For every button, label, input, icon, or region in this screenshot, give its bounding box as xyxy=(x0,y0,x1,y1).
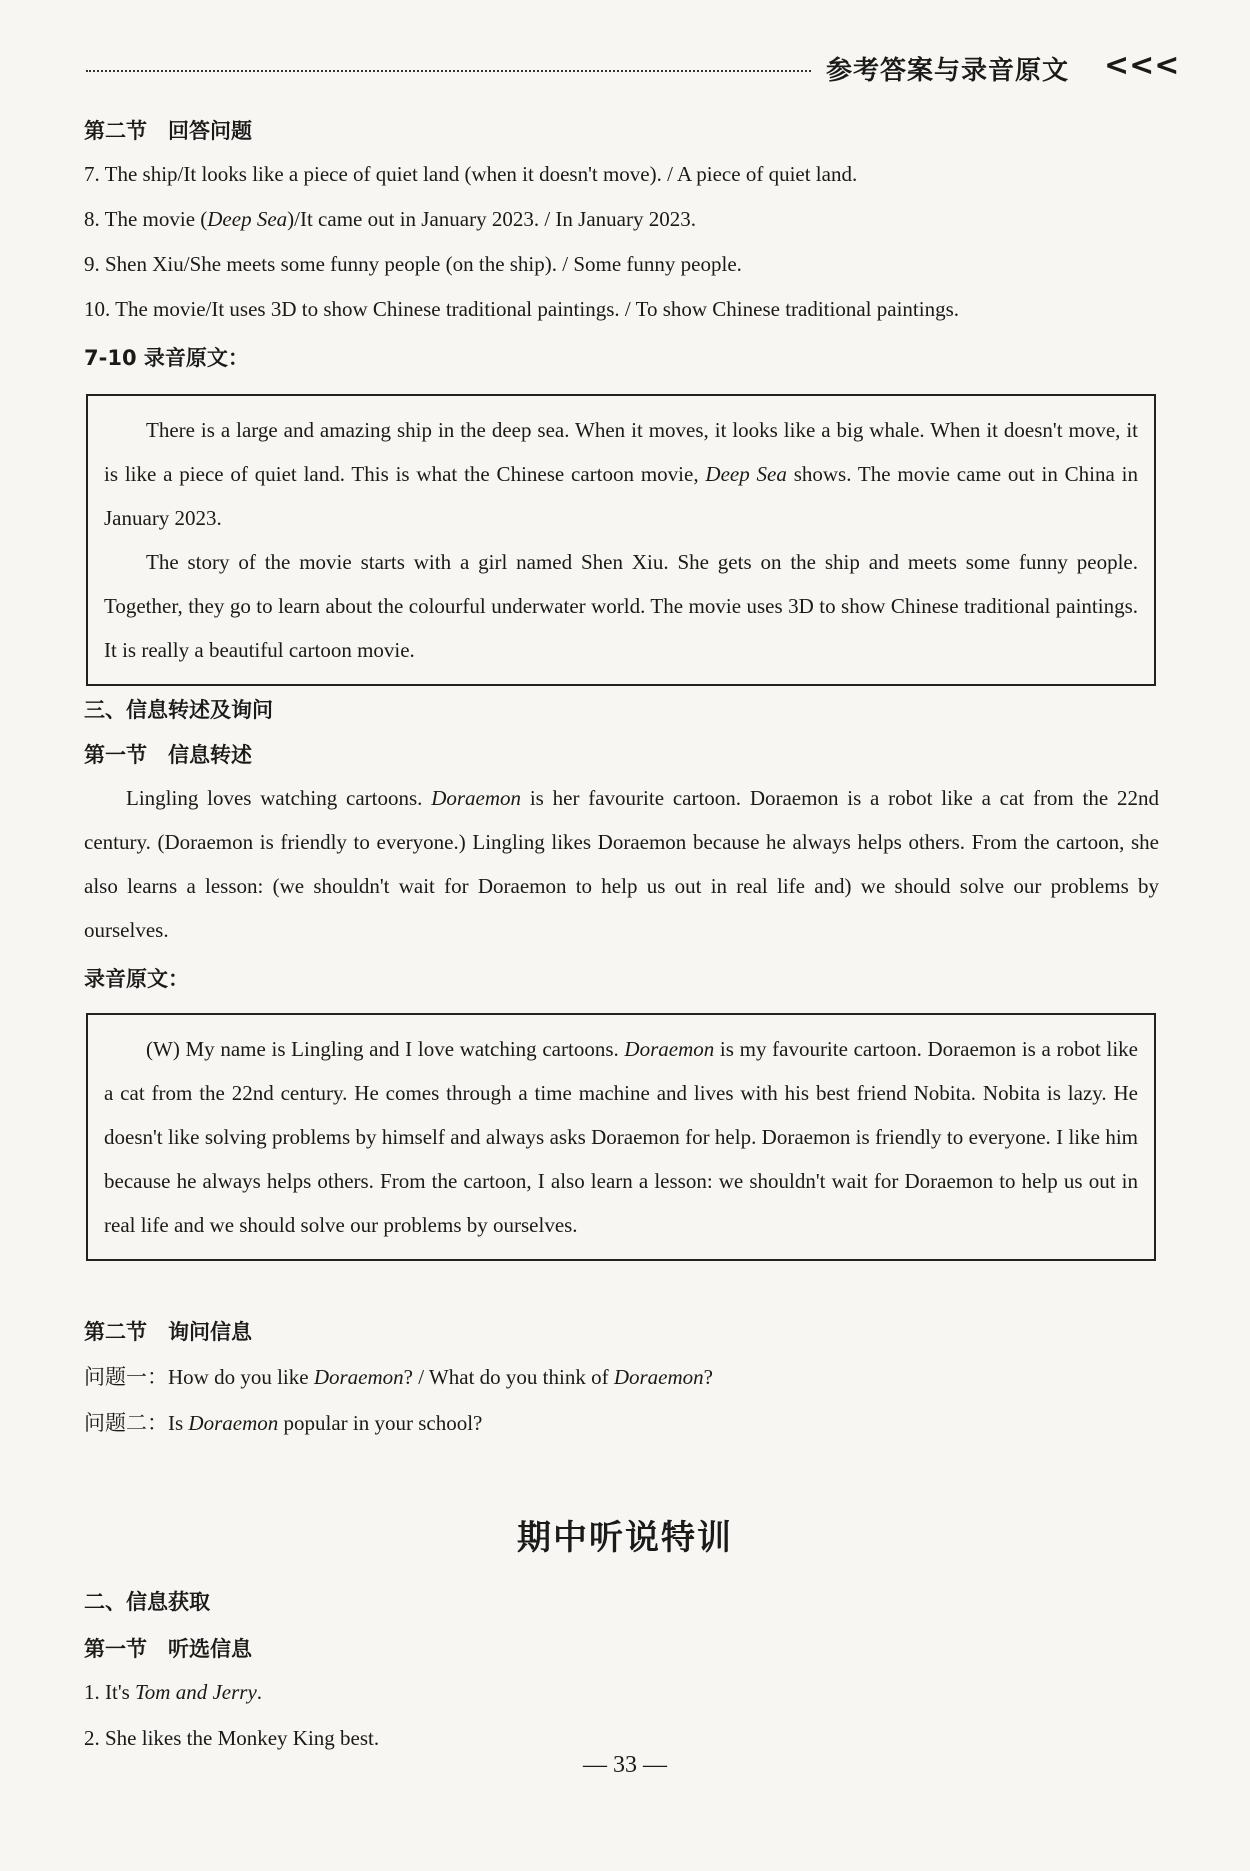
question-1-text-b: ? / What do you think of xyxy=(403,1365,614,1389)
midterm-answer-1-post: . xyxy=(256,1680,263,1704)
part-two-heading: 二、信息获取 xyxy=(84,1590,210,1614)
question-2 xyxy=(84,1407,482,1437)
transcript-p1-title: Deep Sea xyxy=(705,462,787,486)
answer-8 xyxy=(84,207,696,232)
transcript-label-7-10: 7-10 录音原文： xyxy=(84,346,249,370)
section-heading-listen-choose: 第一节 听选信息 xyxy=(84,1637,252,1661)
retell-paragraph xyxy=(84,776,1159,952)
midterm-answer-1-pre: 1. It's xyxy=(84,1680,136,1704)
retell-title: Doraemon xyxy=(431,786,522,810)
answer-8-post: )/It came out in January 2023. / In January 2023. xyxy=(287,207,696,231)
question-1-text-a: How do you like xyxy=(168,1365,314,1389)
transcript-p1-text-a: There is a large and amazing ship in the deep sea. When it moves, it looks like a big whale. When it doesn't move, it is like a piece of quiet land. This is what the Chinese cartoon movie, xyxy=(104,418,1138,486)
midterm-answer-1 xyxy=(84,1680,262,1705)
header-dotted-rule xyxy=(86,70,811,72)
midterm-title: 期中听说特训 xyxy=(517,1518,733,1558)
retell-text-b: is her favourite cartoon. Doraemon is a robot like a cat from the 22nd century. (Doraemon is friendly to everyone.) Lingling likes Doraemon because he always helps others. From the cartoon, she also learns a lesson: (we shouldn't wait for Doraemon to help us out in real life and) we should solve our problems by ourselves. xyxy=(84,786,1160,942)
question-1-title-1: Doraemon xyxy=(313,1365,404,1389)
page-header xyxy=(86,48,1180,90)
header-title: 参考答案与录音原文 xyxy=(826,56,1070,86)
answer-8-pre: 8. The movie ( xyxy=(84,207,208,231)
transcript-label-retell: 录音原文： xyxy=(84,967,189,991)
transcript-paragraph-1 xyxy=(88,408,1154,540)
answer-7: 7. The ship/It looks like a piece of quiet land (when it doesn't move). / A piece of quiet land. xyxy=(84,162,858,186)
question-1-title-2: Doraemon xyxy=(613,1365,704,1389)
question-2-text-a: Is xyxy=(168,1411,189,1435)
transcript-doraemon-paragraph xyxy=(88,1027,1154,1247)
answer-10: 10. The movie/It uses 3D to show Chinese traditional paintings. / To show Chinese traditional paintings. xyxy=(84,297,959,321)
question-2-title: Doraemon xyxy=(188,1411,279,1435)
part-three-heading: 三、信息转述及询问 xyxy=(84,698,273,722)
question-2-label: 问题二： xyxy=(84,1411,168,1435)
page-number: — 33 — xyxy=(583,1752,667,1778)
transcript-doraemon-text-b: is my favourite cartoon. Doraemon is a robot like a cat from the 22nd century. He comes through a time machine and lives with his best friend Nobita. Nobita is lazy. He doesn't like solving problems by himself and always asks Doraemon for help. Doraemon is friendly to everyone. I like him because he always helps others. From the cartoon, I also learn a lesson: we shouldn't wait for Doraemon to help us out in real life and we should solve our problems by ourselves. xyxy=(104,1037,1138,1237)
header-arrows-icon: <<< xyxy=(1104,48,1180,83)
retell-text-a: Lingling loves watching cartoons. xyxy=(126,786,432,810)
question-1 xyxy=(84,1361,713,1391)
transcript-box-deep-sea xyxy=(86,394,1156,686)
section-heading-retell: 第一节 信息转述 xyxy=(84,743,252,767)
midterm-answer-1-title: Tom and Jerry xyxy=(135,1680,257,1704)
transcript-paragraph-2: The story of the movie starts with a girl named Shen Xiu. She gets on the ship and meets some funny people. Together, they go to learn about the colourful underwater world. The movie uses 3D to show Chinese traditional paintings. It is really a beautiful cartoon movie. xyxy=(104,550,1138,662)
question-1-label: 问题一： xyxy=(84,1365,168,1389)
answer-9: 9. Shen Xiu/She meets some funny people (on the ship). / Some funny people. xyxy=(84,252,742,276)
midterm-answer-2: 2. She likes the Monkey King best. xyxy=(84,1726,380,1750)
transcript-doraemon-text-a: (W) My name is Lingling and I love watching cartoons. xyxy=(146,1037,625,1061)
answer-8-title: Deep Sea xyxy=(207,207,288,231)
transcript-doraemon-title: Doraemon xyxy=(624,1037,715,1061)
question-2-text-b: popular in your school? xyxy=(278,1411,483,1435)
transcript-box-doraemon xyxy=(86,1013,1156,1261)
section-heading-ask-info: 第二节 询问信息 xyxy=(84,1320,252,1344)
section-heading-answer-questions: 第二节 回答问题 xyxy=(84,119,252,143)
question-1-text-c: ? xyxy=(703,1365,713,1389)
transcript-p1-text-b: shows. The movie came out in China in January 2023. xyxy=(104,462,1139,530)
